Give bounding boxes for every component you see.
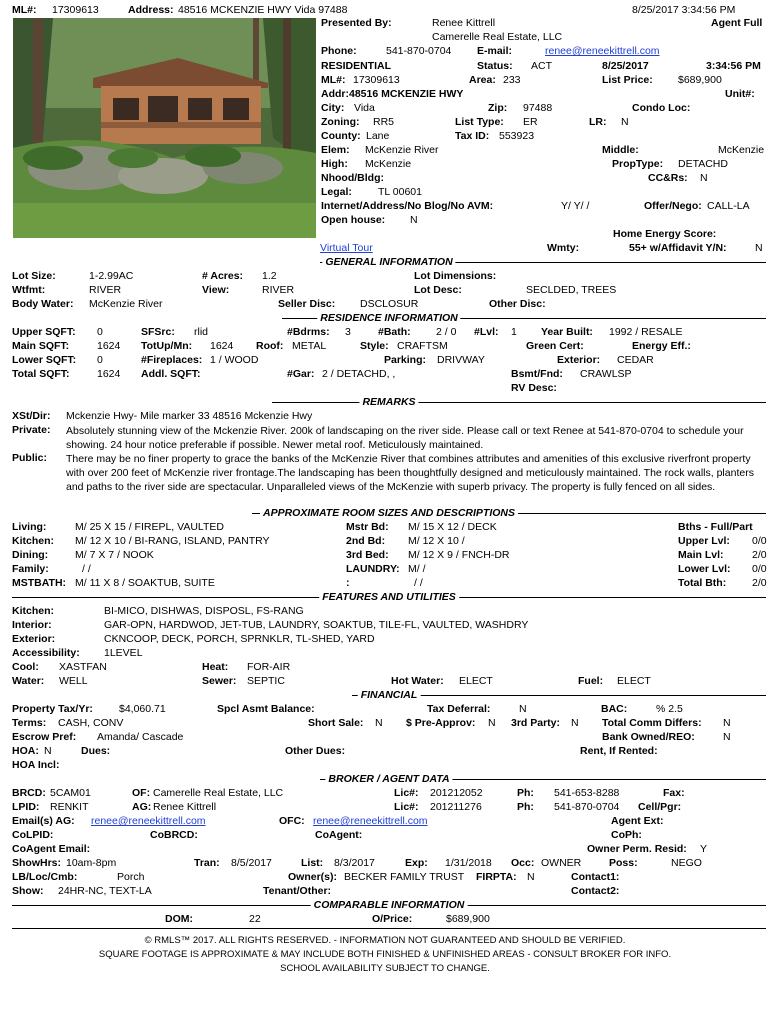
- county-value: Lane: [366, 130, 390, 142]
- zip-value: 97488: [523, 102, 553, 114]
- tran-value: 8/5/2017: [231, 857, 272, 869]
- footer-school-note: SCHOOL AVAILABILITY SUBJECT TO CHANGE.: [280, 963, 490, 974]
- property-tax-value: $4,060.71: [119, 703, 166, 715]
- style-value: CRAFTSM: [397, 340, 448, 352]
- offer-value: CALL-LA: [707, 200, 750, 212]
- tran-label: Tran:: [194, 857, 220, 869]
- license2-value: 201211276: [430, 801, 482, 813]
- unit-label: Unit#:: [725, 88, 755, 100]
- email-link[interactable]: renee@reneekittrell.com: [545, 45, 660, 57]
- lockbox-value: Porch: [117, 871, 145, 883]
- warranty-label: Wmty:: [547, 242, 580, 254]
- total-bth-value: 2/0: [752, 577, 767, 589]
- master-bd-label: Mstr Bd:: [346, 521, 389, 533]
- fireplaces-label: #Fireplaces:: [141, 354, 203, 366]
- acres-label: # Acres:: [202, 270, 244, 282]
- orig-price-value: $689,900: [446, 913, 490, 925]
- email-label: E-mail:: [477, 45, 513, 57]
- short-sale-label: Short Sale:: [308, 717, 364, 729]
- other-disc-label: Other Disc:: [489, 298, 546, 310]
- zip-label: Zip:: [488, 102, 508, 114]
- addl-sqft-label: Addl. SQFT:: [141, 368, 201, 380]
- feat-kitchen-label: Kitchen:: [12, 605, 54, 617]
- presenter-name: Renee Kittrell: [432, 17, 496, 29]
- mls-label: ML#:: [12, 4, 37, 16]
- dining-label: Dining:: [12, 549, 49, 561]
- dining-value: M/ 7 X 7 / NOOK: [75, 549, 154, 561]
- firpta-value: N: [527, 871, 535, 883]
- show-value: 24HR-NC, TEXT-LA: [58, 885, 152, 897]
- escrow-value: Amanda/ Cascade: [97, 731, 184, 743]
- property-photo[interactable]: [13, 18, 316, 238]
- status-label: Status:: [477, 60, 513, 72]
- upper-sqft-label: Upper SQFT:: [12, 326, 76, 338]
- upper-sqft-value: 0: [97, 326, 103, 338]
- interior-label: Interior:: [12, 619, 52, 631]
- cobrcd-label: CoBRCD:: [150, 829, 198, 841]
- list-price-label: List Price:: [602, 74, 653, 86]
- lpid-value: RENKIT: [50, 801, 89, 813]
- open-house-label: Open house:: [321, 214, 386, 226]
- third-party-label: 3rd Party:: [511, 717, 561, 729]
- public-remarks-text: There may be no finer property to grace the banks of the McKenzie River that combines attributes and amenities of this exclusive riverfront property with over 200 feet of McKenzie river frontage.The landscaping has been thoughtfully designed and meticulously maintained. The rock walls, planters and paths to the river side are spectacular. Unparalleled views of the McKenzie with superb privacy. The property is fully fenced on all sides.: [66, 453, 754, 493]
- other-dues-label: Other Dues:: [285, 745, 346, 757]
- owner-resid-label: Owner Perm. Resid:: [587, 843, 687, 855]
- brcd-label: BRCD:: [12, 787, 46, 799]
- phone2-label: Ph:: [517, 801, 534, 813]
- acres-value: 1.2: [262, 270, 277, 282]
- exp-value: 1/31/2018: [445, 857, 492, 869]
- zoning-value: RR5: [373, 116, 395, 128]
- bedrooms-value: 3: [345, 326, 351, 338]
- interior-value: GAR-OPN, HARDWOD, JET-TUB, LAUNDRY, SOAKTUB, TILE-FL, VAULTED, WASHDRY: [104, 619, 529, 631]
- legal-value: TL 00601: [378, 186, 422, 198]
- spcl-asmt-label: Spcl Asmt Balance:: [217, 703, 315, 715]
- residence-info-header: RESIDENCE INFORMATION: [12, 312, 766, 325]
- total-sqft-label: Total SQFT:: [12, 368, 70, 380]
- mstbath-value: M/ 11 X 8 / SOAKTUB, SUITE: [75, 577, 215, 589]
- style-label: Style:: [360, 340, 389, 352]
- dues-label: Dues:: [81, 745, 111, 757]
- phone-value: 541-870-0704: [386, 45, 452, 57]
- second-bd-label: 2nd Bd:: [346, 535, 386, 547]
- family-label: Family:: [12, 563, 49, 575]
- show-label: Show:: [12, 885, 44, 897]
- print-datetime: 8/25/2017 3:34:56 PM: [632, 4, 736, 16]
- license1-value: 201212052: [430, 787, 483, 799]
- agent-value: Renee Kittrell: [153, 801, 217, 813]
- roof-label: Roof:: [256, 340, 284, 352]
- fax-label: Fax:: [663, 787, 685, 799]
- year-built-value: 1992 / RESALE: [609, 326, 683, 338]
- office-email-link[interactable]: renee@reneekittrell.com: [313, 815, 428, 827]
- remarks-header: REMARKS: [12, 396, 766, 409]
- exterior-label: Exterior:: [557, 354, 601, 366]
- rent-label: Rent, If Rented:: [580, 745, 658, 757]
- coph-label: CoPh:: [611, 829, 642, 841]
- address-value: 48516 MCKENZIE HWY Vida 97488: [178, 4, 348, 16]
- water-value: WELL: [59, 675, 88, 687]
- xstreet-value: Mckenzie Hwy- Mile marker 33 48516 Mckenzie Hwy: [66, 410, 313, 422]
- view-value: RIVER: [262, 284, 295, 296]
- orig-price-label: O/Price:: [372, 913, 413, 925]
- property-tax-label: Property Tax/Yr:: [12, 703, 93, 715]
- green-cert-label: Green Cert:: [526, 340, 584, 352]
- ml-value: 17309613: [353, 74, 400, 86]
- lot-desc-label: Lot Desc:: [414, 284, 462, 296]
- middle-value: McKenzie: [718, 144, 765, 156]
- totup-label: TotUp/Mn:: [141, 340, 193, 352]
- list-date-label: List:: [301, 857, 324, 869]
- baths-header: Bths - Full/Part: [678, 521, 753, 533]
- hoa-value: N: [44, 745, 52, 757]
- presenter-company: Camerelle Real Estate, LLC: [432, 31, 563, 43]
- cool-label: Cool:: [12, 661, 39, 673]
- main-sqft-value: 1624: [97, 340, 121, 352]
- showhrs-label: ShowHrs:: [12, 857, 62, 869]
- kitchen-room-value: M/ 12 X 10 / BI-RANG, ISLAND, PANTRY: [75, 535, 270, 547]
- general-info-header: GENERAL INFORMATION: [12, 256, 766, 269]
- total-bth-label: Total Bth:: [678, 577, 727, 589]
- high-label: High:: [321, 158, 348, 170]
- dom-label: DOM:: [165, 913, 193, 925]
- lower-lvl-label: Lower Lvl:: [678, 563, 731, 575]
- ccr-value: N: [700, 172, 708, 184]
- license2-label: Lic#:: [394, 801, 419, 813]
- hot-water-label: Hot Water:: [391, 675, 444, 687]
- occupancy-value: OWNER: [541, 857, 582, 869]
- lr-value: N: [621, 116, 629, 128]
- kitchen-room-label: Kitchen:: [12, 535, 54, 547]
- listing-time: 3:34:56 PM: [706, 60, 761, 72]
- water-label: Water:: [12, 675, 45, 687]
- lower-sqft-label: Lower SQFT:: [12, 354, 77, 366]
- phone-label: Phone:: [321, 45, 357, 57]
- list-type-value: ER: [523, 116, 538, 128]
- exterior-value: CEDAR: [617, 354, 654, 366]
- coagent-email-label: CoAgent Email:: [12, 843, 91, 855]
- third-bd-value: M/ 12 X 9 / FNCH-DR: [408, 549, 510, 561]
- agent-ext-label: Agent Ext:: [611, 815, 664, 827]
- living-value: M/ 25 X 15 / FIREPL, VAULTED: [75, 521, 224, 533]
- contact1-label: Contact1:: [571, 871, 620, 883]
- lot-desc-value: SECLDED, TREES: [526, 284, 617, 296]
- terms-label: Terms:: [12, 717, 47, 729]
- lower-lvl-value: 0/0: [752, 563, 767, 575]
- body-water-label: Body Water:: [12, 298, 74, 310]
- features-header: FEATURES AND UTILITIES: [12, 591, 766, 604]
- cool-value: XASTFAN: [59, 661, 107, 673]
- tax-deferral-label: Tax Deferral:: [427, 703, 491, 715]
- zoning-label: Zoning:: [321, 116, 360, 128]
- address-label: Address:: [128, 4, 174, 16]
- comm-differs-label: Total Comm Differs:: [602, 717, 702, 729]
- public-remarks-label: Public:: [12, 452, 48, 464]
- sewer-value: SEPTIC: [247, 675, 285, 687]
- city-value: Vida: [354, 102, 375, 114]
- agent-email-link[interactable]: renee@reneekittrell.com: [91, 815, 206, 827]
- feat-exterior-value: CKNCOOP, DECK, PORCH, SPRNKLR, TL-SHED, YARD: [104, 633, 375, 645]
- extra-room-label: :: [346, 577, 350, 589]
- bsmt-label: Bsmt/Fnd:: [511, 368, 563, 380]
- escrow-label: Escrow Pref:: [12, 731, 77, 743]
- accessibility-label: Accessibility:: [12, 647, 80, 659]
- tax-deferral-value: N: [519, 703, 527, 715]
- open-house-value: N: [410, 214, 418, 226]
- main-lvl-label: Main Lvl:: [678, 549, 724, 561]
- ofc-label: OFC:: [279, 815, 305, 827]
- footer-copyright: © RMLS™ 2017. ALL RIGHTS RESERVED. - INFORMATION NOT GUARANTEED AND SHOULD BE VERIFIED.: [144, 935, 626, 946]
- lot-size-label: Lot Size:: [12, 270, 56, 282]
- lot-dimensions-label: Lot Dimensions:: [414, 270, 497, 282]
- main-lvl-value: 2/0: [752, 549, 767, 561]
- phone1-value: 541-653-8288: [554, 787, 620, 799]
- bac-value: % 2.5: [656, 703, 683, 715]
- list-type-label: List Type:: [455, 116, 504, 128]
- bank-owned-label: Bank Owned/REO:: [602, 731, 695, 743]
- area-value: 233: [503, 74, 521, 86]
- agent-label: AG:: [132, 801, 152, 813]
- laundry-value: M/ /: [408, 563, 426, 575]
- fuel-label: Fuel:: [578, 675, 604, 687]
- levels-label: #Lvl:: [474, 326, 499, 338]
- legal-label: Legal:: [321, 186, 352, 198]
- waterfront-value: RIVER: [89, 284, 122, 296]
- colpid-label: CoLPID:: [12, 829, 54, 841]
- terms-value: CASH, CONV: [58, 717, 124, 729]
- waterfront-label: Wtfmt:: [12, 284, 46, 296]
- lr-label: LR:: [589, 116, 607, 128]
- pre-approv-label: $ Pre-Approv:: [406, 717, 476, 729]
- living-label: Living:: [12, 521, 47, 533]
- garage-label: #Gar:: [287, 368, 315, 380]
- financial-header: FINANCIAL: [12, 689, 766, 702]
- room-sizes-header: APPROXIMATE ROOM SIZES AND DESCRIPTIONS: [12, 507, 766, 520]
- roof-value: METAL: [292, 340, 327, 352]
- upper-lvl-value: 0/0: [752, 535, 767, 547]
- third-party-value: N: [571, 717, 579, 729]
- seller-disc-value: DSCLOSUR: [360, 298, 419, 310]
- dom-value: 22: [249, 913, 261, 925]
- elem-label: Elem:: [321, 144, 350, 156]
- hoa-label: HOA:: [12, 745, 39, 757]
- property-type: RESIDENTIAL: [321, 60, 392, 72]
- office-label: OF:: [132, 787, 151, 799]
- private-remarks-text: Absolutely stunning view of the Mckenzie River. 200k of landscaping on the river side. Please call or text Renee at 541-870-0704 to schedule your showing. 24 hour notice preferable if possible. Newer metal roof. Meticulously maintained.: [66, 425, 744, 451]
- feat-kitchen-value: BI-MICO, DISHWAS, DISPOSL, FS-RANG: [104, 605, 304, 617]
- total-sqft-value: 1624: [97, 368, 121, 380]
- fuel-value: ELECT: [617, 675, 651, 687]
- owners-value: BECKER FAMILY TRUST: [344, 871, 465, 883]
- mstbath-label: MSTBATH:: [12, 577, 67, 589]
- listing-date: 8/25/2017: [602, 60, 649, 72]
- mls-number: 17309613: [52, 4, 99, 16]
- xstreet-label: XSt/Dir:: [12, 410, 51, 422]
- pre-approv-value: N: [488, 717, 496, 729]
- tax-id-value: 553923: [499, 130, 535, 142]
- extra-room-value: / /: [414, 577, 423, 589]
- affidavit-value: N: [755, 242, 763, 254]
- energy-eff-label: Energy Eff.:: [632, 340, 691, 352]
- parking-label: Parking:: [384, 354, 427, 366]
- phone2-value: 541-870-0704: [554, 801, 620, 813]
- heat-value: FOR-AIR: [247, 661, 291, 673]
- offer-label: Offer/Nego:: [644, 200, 702, 212]
- seller-disc-label: Seller Disc:: [278, 298, 336, 310]
- exp-label: Exp:: [405, 857, 428, 869]
- comparable-header: COMPARABLE INFORMATION: [12, 899, 766, 912]
- upper-lvl-label: Upper Lvl:: [678, 535, 730, 547]
- owner-resid-value: Y: [700, 843, 708, 855]
- lpid-label: LPID:: [12, 801, 40, 813]
- parking-value: DRIVWAY: [437, 354, 485, 366]
- comparable-rule: [12, 928, 766, 929]
- totup-value: 1624: [210, 340, 234, 352]
- brcd-value: 5CAM01: [50, 787, 91, 799]
- home-energy-label: Home Energy Score:: [613, 228, 717, 240]
- sewer-label: Sewer:: [202, 675, 237, 687]
- agent-email-label: Email(s) AG:: [12, 815, 75, 827]
- fireplaces-value: 1 / WOOD: [210, 354, 259, 366]
- middle-label: Middle:: [602, 144, 639, 156]
- license1-label: Lic#:: [394, 787, 419, 799]
- addr-line: Addr:48516 MCKENZIE HWY: [321, 88, 464, 100]
- showhrs-value: 10am-8pm: [66, 857, 117, 869]
- sfsrc-value: rlid: [194, 326, 209, 338]
- hoa-incl-label: HOA Incl:: [12, 759, 60, 771]
- baths-label: #Bath:: [378, 326, 411, 338]
- contact2-label: Contact2:: [571, 885, 620, 897]
- city-label: City:: [321, 102, 345, 114]
- report-view: Agent Full: [711, 17, 763, 29]
- phone1-label: Ph:: [517, 787, 534, 799]
- lower-sqft-value: 0: [97, 354, 103, 366]
- garage-value: 2 / DETACHD, ,: [322, 368, 396, 380]
- rv-desc-label: RV Desc:: [511, 382, 557, 394]
- proptype-label: PropType:: [612, 158, 664, 170]
- view-label: View:: [202, 284, 230, 296]
- elem-value: McKenzie River: [365, 144, 439, 156]
- county-label: County:: [321, 130, 361, 142]
- ccr-label: CC&Rs:: [648, 172, 688, 184]
- heat-label: Heat:: [202, 661, 229, 673]
- bedrooms-label: #Bdrms:: [287, 326, 330, 338]
- broker-agent-header: BROKER / AGENT DATA: [12, 773, 766, 786]
- second-bd-value: M/ 12 X 10 /: [408, 535, 465, 547]
- laundry-label: LAUNDRY:: [346, 563, 400, 575]
- high-value: McKenzie: [365, 158, 412, 170]
- virtual-tour-link[interactable]: Virtual Tour: [320, 242, 373, 254]
- affidavit-label: 55+ w/Affidavit Y/N:: [629, 242, 727, 254]
- internet-value: Y/ Y/ /: [561, 200, 590, 212]
- bsmt-value: CRAWLSP: [580, 368, 632, 380]
- cell-label: Cell/Pgr:: [638, 801, 682, 813]
- main-sqft-label: Main SQFT:: [12, 340, 70, 352]
- bank-owned-value: N: [723, 731, 731, 743]
- list-date-value: 8/3/2017: [334, 857, 375, 869]
- occupancy-label: Occ:: [511, 857, 535, 869]
- comm-differs-value: N: [723, 717, 731, 729]
- owners-label: Owner(s):: [288, 871, 338, 883]
- baths-value: 2 / 0: [436, 326, 457, 338]
- body-water-value: McKenzie River: [89, 298, 163, 310]
- private-remarks-label: Private:: [12, 424, 51, 436]
- year-built-label: Year Built:: [541, 326, 593, 338]
- tax-id-label: Tax ID:: [455, 130, 490, 142]
- nhood-label: Nhood/Bldg:: [321, 172, 384, 184]
- firpta-label: FIRPTA:: [476, 871, 517, 883]
- footer-sqft-note: SQUARE FOOTAGE IS APPROXIMATE & MAY INCLUDE BOTH FINISHED & UNFINISHED AREAS - CONSULT BROKER FOR INFO.: [98, 949, 672, 960]
- condo-loc-label: Condo Loc:: [632, 102, 691, 114]
- bac-label: BAC:: [601, 703, 628, 715]
- status-value: ACT: [531, 60, 552, 72]
- tenant-label: Tenant/Other:: [263, 885, 332, 897]
- internet-label: Internet/Address/No Blog/No AVM:: [321, 200, 494, 212]
- office-value: Camerelle Real Estate, LLC: [153, 787, 284, 799]
- list-price-value: $689,900: [678, 74, 722, 86]
- hot-water-value: ELECT: [459, 675, 493, 687]
- family-value: / /: [82, 563, 91, 575]
- third-bd-label: 3rd Bed:: [346, 549, 389, 561]
- presented-by-label: Presented By:: [321, 17, 392, 29]
- feat-exterior-label: Exterior:: [12, 633, 56, 645]
- lot-size-value: 1-2.99AC: [89, 270, 134, 282]
- proptype-value: DETACHD: [678, 158, 728, 170]
- accessibility-value: 1LEVEL: [104, 647, 143, 659]
- ml-label: ML#:: [321, 74, 346, 86]
- master-bd-value: M/ 15 X 12 / DECK: [408, 521, 497, 533]
- levels-value: 1: [511, 326, 517, 338]
- possession-label: Poss:: [609, 857, 638, 869]
- short-sale-value: N: [375, 717, 383, 729]
- sfsrc-label: SFSrc:: [141, 326, 175, 338]
- coagent-label: CoAgent:: [315, 829, 363, 841]
- area-label: Area:: [469, 74, 496, 86]
- possession-value: NEGO: [671, 857, 702, 869]
- lockbox-label: LB/Loc/Cmb:: [12, 871, 78, 883]
